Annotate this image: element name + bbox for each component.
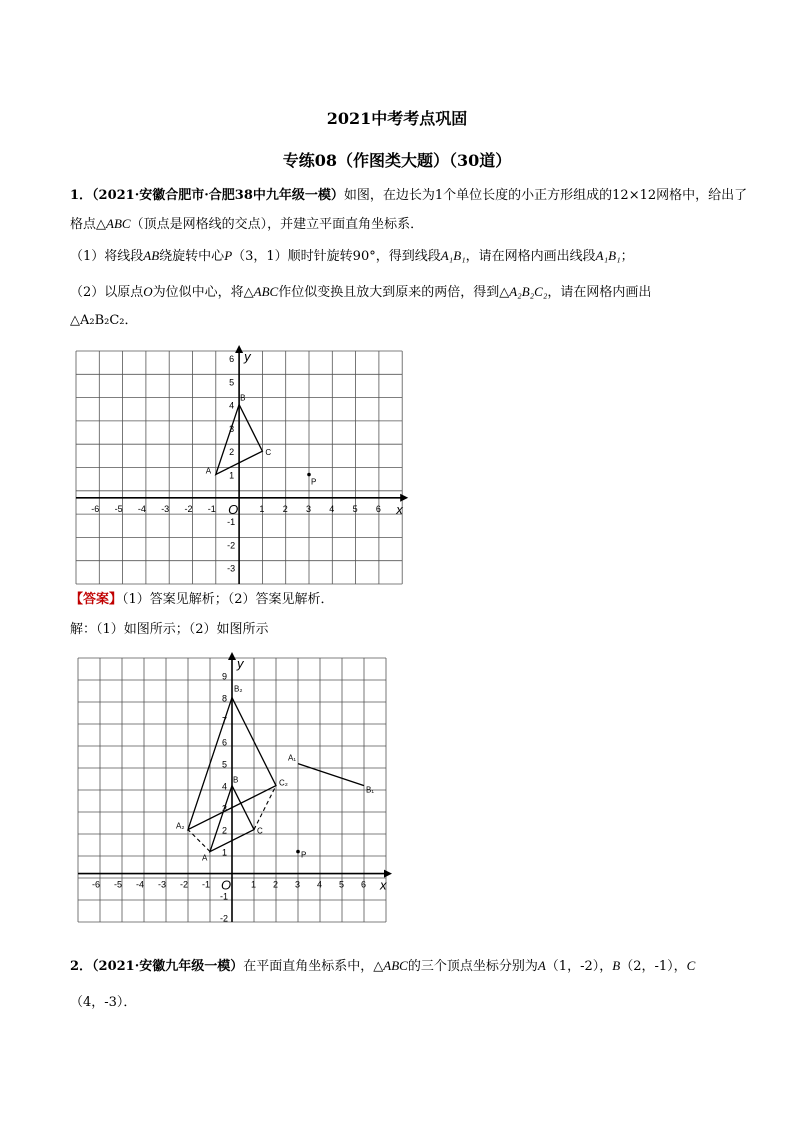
point-label-p: P — [311, 477, 317, 487]
question-1-part-2: （2）以原点O为位似中心，将△ABC作位似变换且放大到原来的两倍，得到△A₂B₂C₂，请在网格内画出 △A₂B₂C₂． — [70, 284, 652, 328]
x-axis-arrow — [384, 870, 392, 878]
y-tick-label: -1 — [220, 891, 229, 902]
point-label-a: A — [205, 466, 212, 476]
x-tick-label: 6 — [375, 503, 381, 514]
x-tick-label: 1 — [259, 503, 265, 514]
y-tick-label: -1 — [227, 517, 236, 528]
y-tick-label: 8 — [222, 693, 228, 704]
question-2-source: 2．（2021·安徽九年级一模） — [70, 959, 244, 974]
y-axis-label: y — [244, 349, 251, 364]
y-tick-label: 9 — [222, 671, 228, 682]
page-subtitle: 专练08（作图类大题）（30道） — [282, 151, 512, 170]
x-tick-label: -5 — [114, 879, 123, 890]
x-tick-label: 3 — [306, 503, 312, 514]
segment-a1b1 — [298, 764, 364, 786]
q1-stem-text-b: （顶点是网格线的交点），并建立平面直角坐标系． — [130, 217, 424, 232]
x-tick-label: -2 — [180, 879, 189, 890]
y-tick-label: 4 — [229, 400, 235, 411]
point-label-a2: A₂ — [176, 821, 185, 831]
q1-stem-text-a: 如图，在边长为1个单位长度的小正方形组成的12×12网格中，给出了格点△ — [70, 188, 748, 232]
x-tick-label: 3 — [295, 879, 301, 890]
x-axis-label: x — [380, 877, 387, 893]
point-label-b2: B₂ — [234, 684, 243, 694]
y-tick-label: 3 — [222, 803, 228, 814]
question-1-part-1: （1）将线段AB绕旋转中心P（3，1）顺时针旋转90°，得到线段A₁B₁，请在网格内画出线段A₁B₁； — [70, 248, 634, 264]
y-tick-label: 4 — [222, 781, 228, 792]
x-tick-label: 5 — [352, 503, 358, 514]
x-tick-label: 4 — [329, 503, 335, 514]
x-tick-label: 4 — [317, 879, 323, 890]
point-label-a1: A₁ — [288, 753, 297, 763]
x-tick-label: -4 — [137, 503, 146, 514]
x-tick-label: 1 — [251, 879, 257, 890]
y-tick-label: 2 — [229, 447, 235, 458]
x-axis-arrow — [400, 494, 408, 502]
y-tick-label: 5 — [229, 377, 235, 388]
y-tick-label: 6 — [229, 353, 235, 364]
question-1-source: 1．（2021·安徽合肥市·合肥38中九年级一模） — [70, 188, 344, 203]
y-tick-label: 3 — [229, 423, 235, 434]
point-p-dot — [296, 850, 300, 854]
y-tick-label: 1 — [229, 470, 235, 481]
q1-stem-abc: ABC — [106, 216, 131, 231]
x-axis-label: x — [396, 501, 403, 517]
point-p-dot — [307, 473, 311, 477]
y-tick-label: 6 — [222, 737, 228, 748]
y-axis-label: y — [237, 656, 244, 671]
answer-text: （1）答案见解析；（2）答案见解析． — [122, 592, 334, 607]
dashed-line-c-c2 — [254, 786, 276, 830]
figure-2-grid — [78, 658, 386, 926]
point-label-c: C — [265, 448, 272, 458]
dashed-line-a-a2 — [188, 830, 210, 852]
x-tick-label: -4 — [136, 879, 145, 890]
y-axis-arrow — [235, 345, 243, 353]
figure-1-grid — [76, 351, 406, 575]
x-tick-label: -1 — [207, 503, 216, 514]
y-tick-label: 1 — [222, 847, 228, 858]
question-1-answer — [70, 590, 750, 610]
y-tick-label: 2 — [222, 825, 228, 836]
x-tick-label: 2 — [282, 503, 288, 514]
point-label-b1: B₁ — [366, 785, 375, 795]
x-tick-label: -3 — [158, 879, 167, 890]
point-label-b: B — [240, 393, 246, 403]
y-tick-label: -3 — [227, 563, 236, 574]
question-2-stem: 2．（2021·安徽九年级一模）在平面直角坐标系中，△ABC的三个顶点坐标分别为A（1，-2），B（2，-1），C（4，-3）． — [70, 958, 696, 1010]
question-1-stem — [70, 182, 750, 239]
x-tick-label: -1 — [202, 879, 211, 890]
x-tick-label: 5 — [339, 879, 345, 890]
point-label-b: B — [233, 775, 239, 785]
y-tick-label: -2 — [220, 913, 229, 924]
y-tick-label: 7 — [222, 715, 228, 726]
y-tick-label: -2 — [227, 540, 236, 551]
x-tick-label: -2 — [184, 503, 193, 514]
x-tick-label: -3 — [161, 503, 170, 514]
x-tick-label: 2 — [273, 879, 279, 890]
point-label-c2: C₂ — [279, 778, 288, 788]
x-tick-label: 6 — [361, 879, 367, 890]
x-tick-label: -6 — [91, 503, 100, 514]
point-label-c: C — [257, 826, 263, 836]
origin-label: O — [228, 501, 239, 517]
point-label-a: A — [202, 853, 208, 863]
page-title: 2021中考考点巩固 — [326, 109, 468, 128]
point-label-p: P — [301, 850, 307, 860]
x-tick-label: -6 — [92, 879, 101, 890]
y-tick-label: 5 — [222, 759, 228, 770]
question-1-solution: 解：（1）如图所示；（2）如图所示 — [70, 622, 269, 637]
origin-label: O — [221, 877, 232, 893]
y-axis-arrow — [228, 652, 236, 660]
answer-tag: 【答案】 — [70, 592, 123, 607]
x-tick-label: -5 — [114, 503, 123, 514]
